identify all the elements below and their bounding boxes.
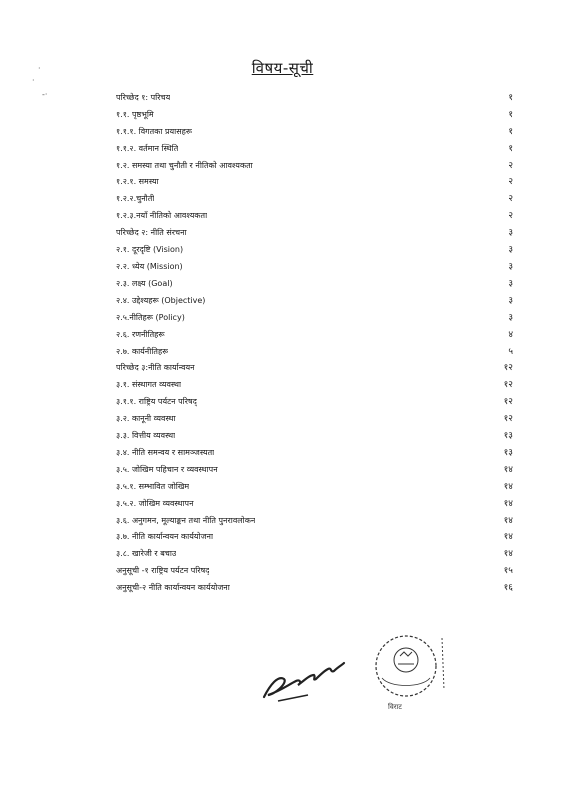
toc-entry-label: ३.७. नीति कार्यान्वयन कार्ययोजना [116,532,214,542]
toc-entry-page: २ [508,194,513,205]
toc-entry-page: १५ [503,566,513,577]
toc-entry-label: ३.८. खारेजी र बचाउ [116,549,177,559]
toc-entry [116,390,515,407]
toc-entry [116,441,515,458]
toc-entry-page: १२ [503,414,513,425]
toc-entry-label: १.२.१. समस्या [116,177,159,187]
page-title: विषय-सूची [251,59,314,77]
toc-entry [116,576,515,593]
toc-entry-label: १.१. पृष्ठभूमि [116,109,154,119]
toc-entry-label: ३.५.१. सम्भावित जोखिम [116,481,190,491]
toc-entry-label: २.३. लक्ष्य (Goal) [116,278,173,288]
toc-entry-page: १६ [503,583,513,594]
table-of-contents [116,86,515,593]
toc-entry [116,137,515,154]
toc-entry [116,340,515,357]
toc-entry-label: ३.५.२. जोखिम व्यवस्थापन [116,498,194,508]
toc-entry-label: १.२.३.नयाँ नीतिको आवश्यकता [116,211,208,221]
toc-entry [116,407,515,424]
toc-entry-label: परिच्छेद २: नीति संरचना [116,228,187,238]
toc-entry-page: ३ [508,278,513,289]
toc-entry [116,424,515,441]
toc-entry-page: १३ [503,447,513,458]
toc-entry [116,255,515,272]
toc-entry-page: १ [508,109,513,120]
toc-entry [116,357,515,374]
toc-entry-label: १.१.१. विगतका प्रयासहरू [116,126,193,136]
toc-entry-page: १२ [503,363,513,374]
toc-entry-page: ३ [508,295,513,306]
toc-entry [116,526,515,543]
toc-entry [116,103,515,120]
toc-entry [116,171,515,188]
toc-entry-page: १३ [503,431,513,442]
toc-entry-page: १४ [503,549,513,560]
toc-entry [116,86,515,103]
toc-entry-label: ३.६. अनुगमन, मूल्याङ्कन तथा नीति पुनरावलोकन [116,515,256,525]
toc-entry-label: ३.३. वित्तीय व्यवस्था [116,431,176,441]
toc-entry-page: १२ [503,397,513,408]
toc-entry [116,120,515,137]
toc-entry-label: ३.२. कानूनी व्यवस्था [116,414,176,424]
toc-entry [116,475,515,492]
toc-entry-page: ३ [508,228,513,239]
toc-entry-label: २.१. दूरदृष्टि (Vision) [116,245,184,255]
svg-text:विराट: विराट [388,703,402,711]
toc-entry-page: ५ [508,346,513,357]
toc-entry [116,289,515,306]
toc-entry-label: ३.४. नीति समन्वय र सामञ्जस्यता [116,447,215,457]
toc-entry [116,458,515,475]
official-seal [370,630,450,715]
toc-entry-page: ४ [508,329,513,340]
toc-entry-label: १.२. समस्या तथा चुनौती र नीतिको आवश्यकता [116,160,253,170]
toc-entry [116,187,515,204]
toc-entry-page: १ [508,92,513,103]
toc-entry-page: २ [508,211,513,222]
toc-entry-page: ३ [508,245,513,256]
toc-entry-label: परिच्छेद १: परिचय [116,92,171,102]
toc-entry-label: अनुसूची-२ नीति कार्यान्वयन कार्ययोजना [116,583,230,593]
toc-entry-label: ३.१. संस्थागत व्यवस्था [116,380,182,390]
toc-entry-page: १२ [503,380,513,391]
toc-entry [116,154,515,171]
toc-entry-page: १ [508,126,513,137]
toc-entry-label: १.२.२.चुनौती [116,194,155,204]
toc-entry-page: १ [508,143,513,154]
toc-entry [116,373,515,390]
signature [258,645,348,705]
toc-entry-label: ३.५. जोखिम पहिचान र व्यवस्थापन [116,464,218,474]
toc-entry-label: २.४. उद्देश्यहरू (Objective) [116,295,206,305]
toc-entry-page: १४ [503,498,513,509]
toc-entry [116,492,515,509]
toc-entry-label: अनुसूची -१ राष्ट्रिय पर्यटन परिषद् [116,566,210,576]
toc-entry [116,272,515,289]
toc-entry [116,323,515,340]
toc-entry-label: १.१.२. वर्तमान स्थिति [116,143,179,153]
toc-entry [116,238,515,255]
toc-entry-label: २.२. ध्येय (Mission) [116,261,183,271]
toc-entry-label: ३.१.१. राष्ट्रिय पर्यटन परिषद् [116,397,197,407]
toc-entry [116,509,515,526]
toc-entry-page: १४ [503,481,513,492]
toc-entry-page: १४ [503,532,513,543]
toc-entry-label: २.५.नीतिहरू (Policy) [116,312,185,322]
toc-entry [116,559,515,576]
toc-entry [116,204,515,221]
toc-entry-page: ३ [508,261,513,272]
toc-entry [116,221,515,238]
toc-entry-page: २ [508,177,513,188]
toc-entry-page: १४ [503,515,513,526]
toc-entry-page: १४ [503,464,513,475]
toc-entry-label: २.७. कार्यनीतिहरू [116,346,169,356]
toc-entry [116,542,515,559]
toc-entry [116,306,515,323]
toc-entry-page: ३ [508,312,513,323]
toc-entry-label: २.६. रणनीतिहरू [116,329,165,339]
toc-entry-page: २ [508,160,513,171]
toc-entry-label: परिच्छेद ३:नीति कार्यान्वयन [116,363,195,373]
